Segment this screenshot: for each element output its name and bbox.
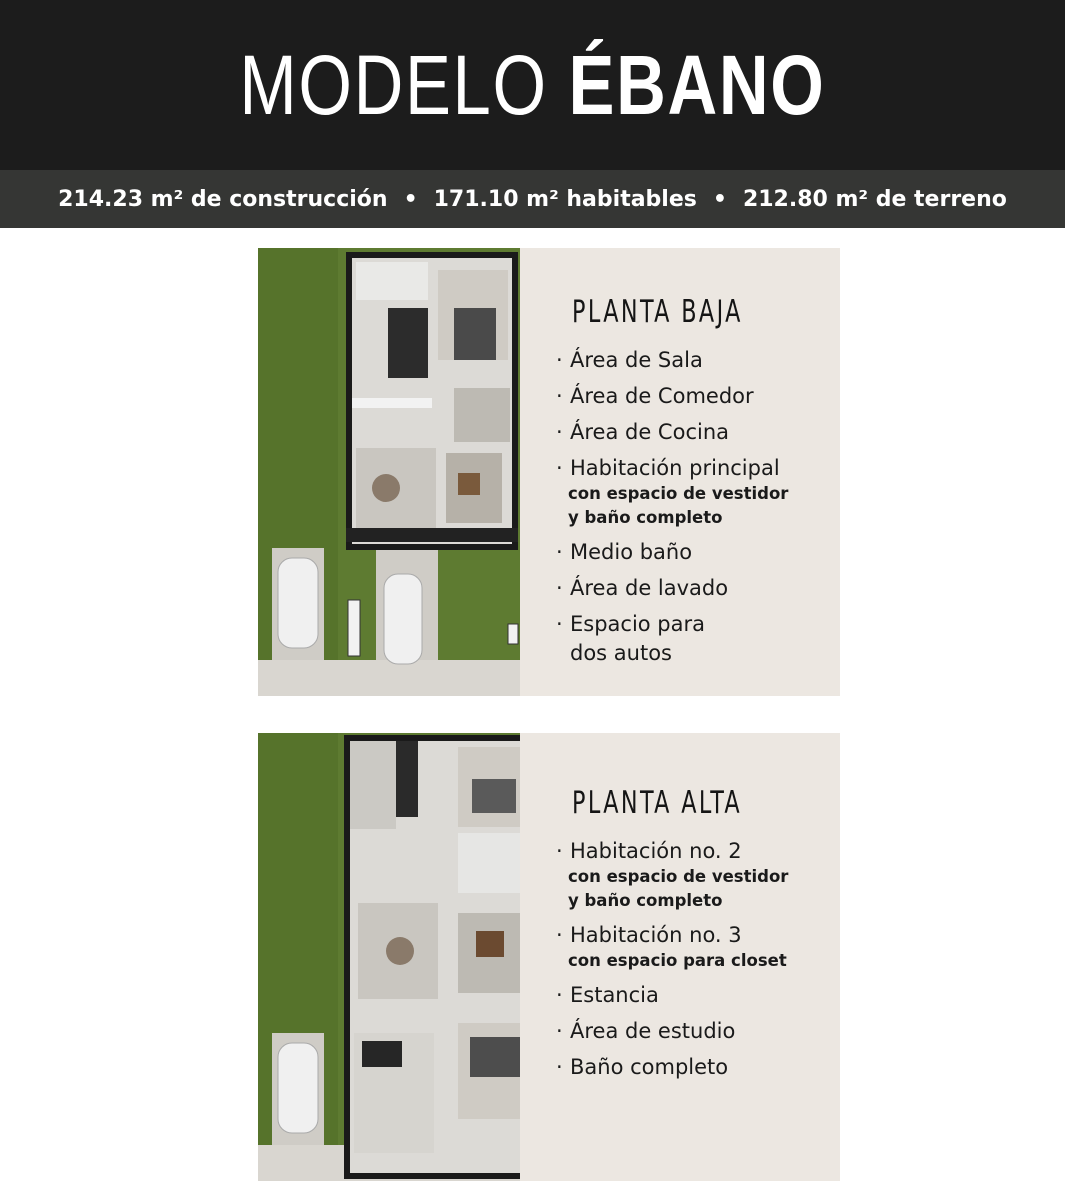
item-detail: con espacio para closet bbox=[568, 951, 787, 970]
planta-baja-floorplan-image bbox=[258, 248, 520, 696]
list-item bbox=[556, 382, 830, 411]
planta-alta-panel bbox=[258, 733, 840, 1181]
bullet: · bbox=[556, 576, 563, 600]
title-light: MODELO bbox=[239, 37, 548, 132]
item-label: Habitación no. 2 bbox=[570, 839, 742, 863]
list-item bbox=[556, 837, 830, 914]
bullet: · bbox=[556, 456, 563, 480]
planta-alta-heading: PLANTA ALTA bbox=[572, 785, 743, 821]
title-bold: ÉBANO bbox=[568, 37, 826, 132]
item-label: Área de Sala bbox=[570, 348, 703, 372]
list-item bbox=[556, 610, 830, 667]
bullet: · bbox=[556, 1055, 563, 1079]
item-detail: con espacio de vestidor bbox=[568, 867, 789, 886]
floorplan-baja-drawing bbox=[258, 248, 520, 696]
spec-separator: • bbox=[403, 186, 418, 212]
item-label: Baño completo bbox=[570, 1055, 729, 1079]
bullet: · bbox=[556, 923, 563, 947]
floorplan-alta-drawing bbox=[258, 733, 520, 1181]
item-label: Área de estudio bbox=[570, 1019, 736, 1043]
bullet: · bbox=[556, 348, 563, 372]
list-item bbox=[556, 981, 830, 1010]
list-item bbox=[556, 418, 830, 447]
bullet: · bbox=[556, 839, 563, 863]
bullet: · bbox=[556, 1019, 563, 1043]
planta-baja-panel bbox=[258, 248, 840, 696]
spec-separator: • bbox=[712, 186, 727, 212]
header-banner bbox=[0, 0, 1065, 170]
bullet: · bbox=[556, 983, 563, 1007]
item-label: Habitación principal bbox=[570, 456, 780, 480]
planta-baja-list bbox=[556, 346, 830, 667]
item-label: Espacio para bbox=[570, 612, 706, 636]
bullet: · bbox=[556, 384, 563, 408]
page-title bbox=[239, 37, 825, 134]
list-item bbox=[556, 1017, 830, 1046]
bullet: · bbox=[556, 540, 563, 564]
item-label: Medio baño bbox=[570, 540, 693, 564]
item-label: Habitación no. 3 bbox=[570, 923, 742, 947]
bullet: · bbox=[556, 612, 563, 636]
spec-habitables: 171.10 m² habitables bbox=[433, 186, 697, 212]
planta-baja-heading: PLANTA BAJA bbox=[572, 294, 743, 330]
item-continuation: dos autos bbox=[570, 641, 672, 665]
planta-baja-info bbox=[556, 294, 830, 674]
item-label: Área de lavado bbox=[570, 576, 729, 600]
specs-bar bbox=[0, 170, 1065, 228]
planta-alta-info bbox=[556, 785, 830, 1089]
item-label: Área de Comedor bbox=[570, 384, 754, 408]
planta-alta-list bbox=[556, 837, 830, 1082]
item-detail: y baño completo bbox=[568, 891, 723, 910]
list-item bbox=[556, 574, 830, 603]
list-item bbox=[556, 346, 830, 375]
item-detail: y baño completo bbox=[568, 508, 723, 527]
list-item bbox=[556, 538, 830, 567]
item-label: Estancia bbox=[570, 983, 659, 1007]
item-detail: con espacio de vestidor bbox=[568, 484, 789, 503]
bullet: · bbox=[556, 420, 563, 444]
planta-alta-floorplan-image bbox=[258, 733, 520, 1181]
list-item bbox=[556, 921, 830, 974]
list-item bbox=[556, 454, 830, 531]
list-item bbox=[556, 1053, 830, 1082]
spec-construccion: 214.23 m² de construcción bbox=[58, 186, 388, 212]
spec-terreno: 212.80 m² de terreno bbox=[742, 186, 1007, 212]
item-label: Área de Cocina bbox=[570, 420, 729, 444]
